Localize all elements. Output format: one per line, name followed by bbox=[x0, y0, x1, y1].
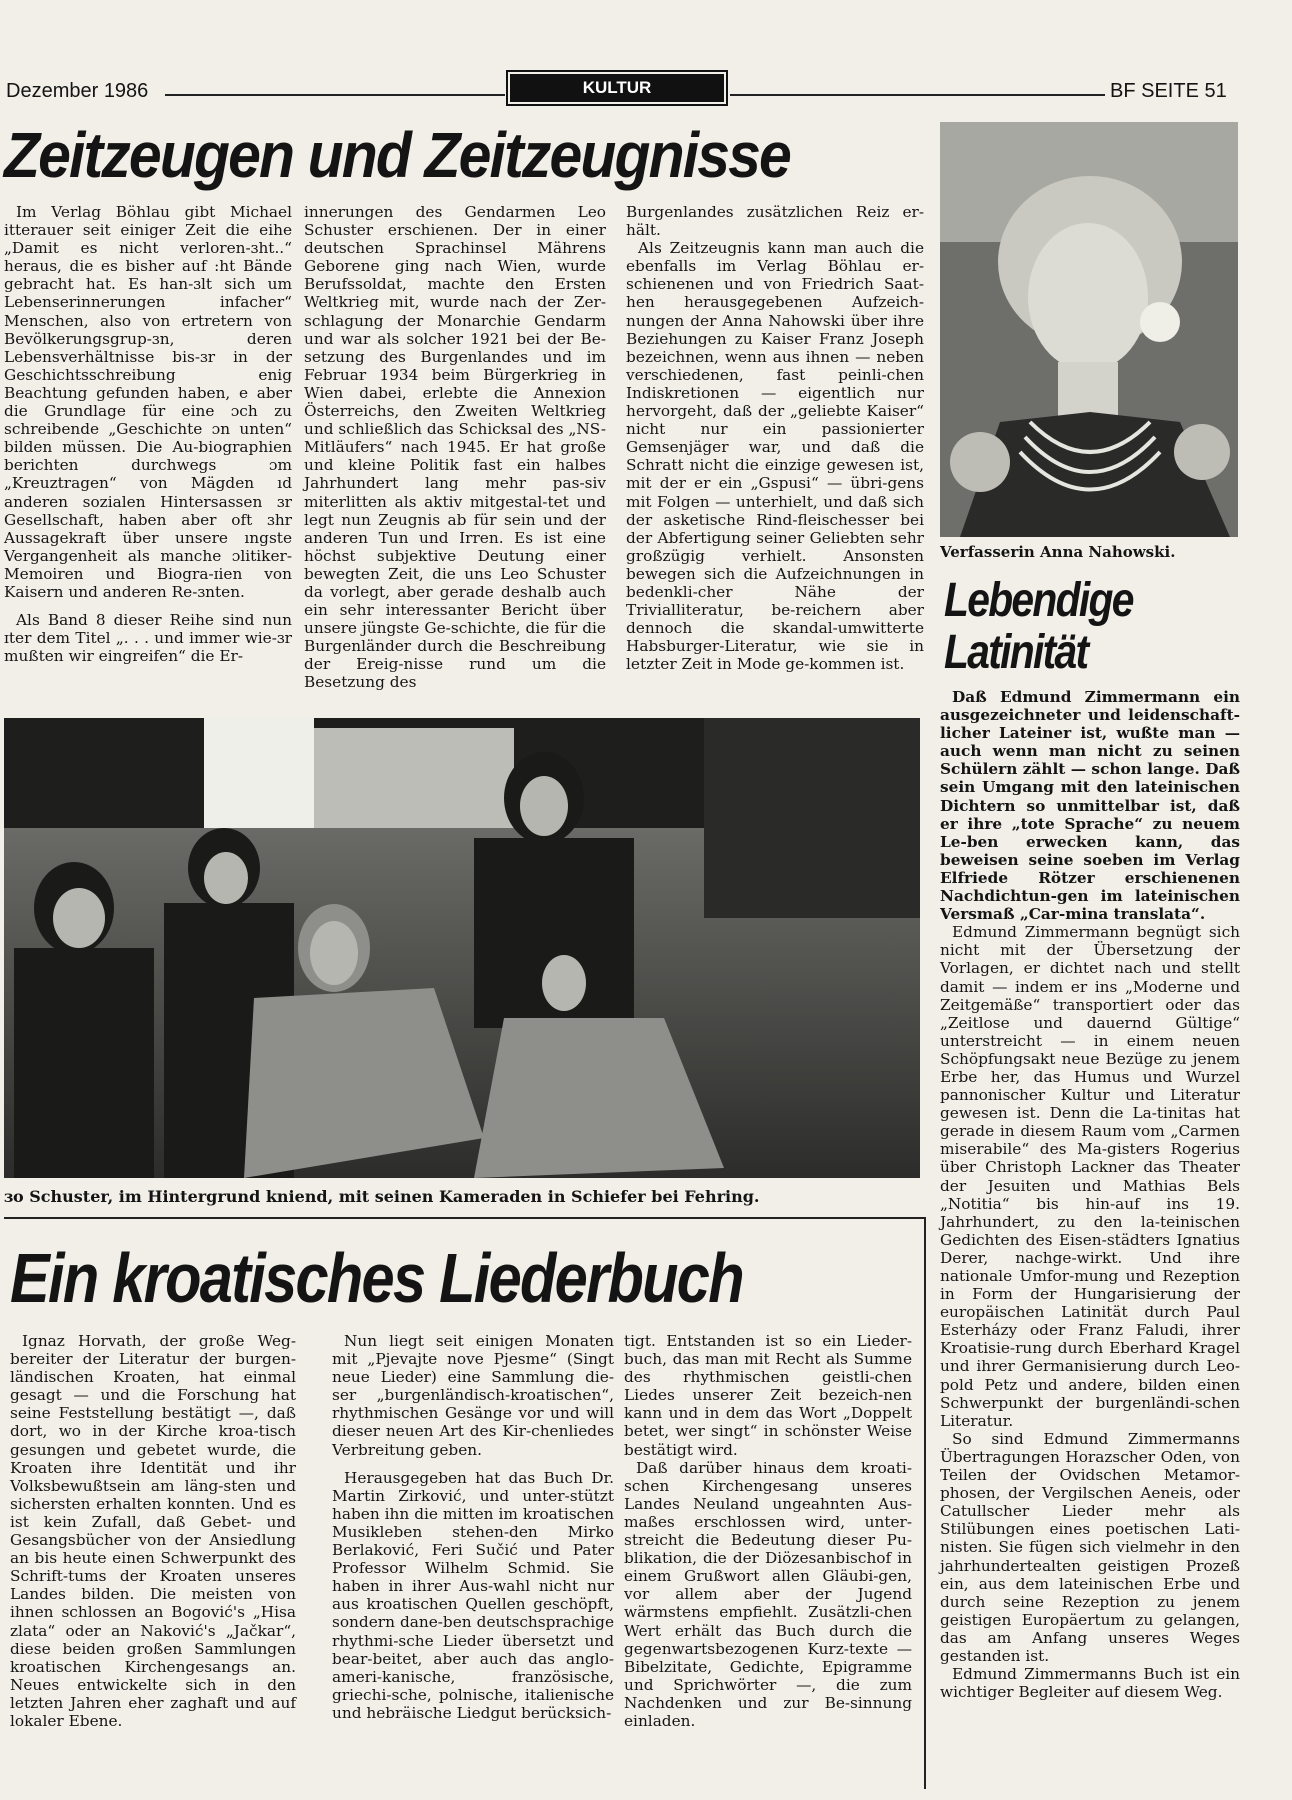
paragraph: innerungen des Gendarmen Leo Schuster erschienen. Der in einer deutschen Sprachinsel Mährens Geborene ging nach Wien, wurde Berufssoldat, machte den Ersten Weltkrieg mit, wurde nach der Zer-schlagung der Monarchie Gendarm und war als solcher 1921 bei der Be-setzung des Burgenlandes und im Februar 1934 beim Bürgerkrieg in Wien dabei, erlebte die Annexion Österreichs, den Zweiten Weltkrieg und schließlich das Schicksal des „NS-Mitläufers“ nach 1945. Er hat große und kleine Politik fast ein halbes Jahrhundert lang mehr pas-siv miterlitten als aktiv mitgestal-tet und legt nun Zeugnis ab für sein und der anderen Tun und Irren. Es ist eine höchst subjektive Deutung einer bewegten Zeit, die uns Leo Schuster da vorlegt, aber gerade deshalb auch ein sehr interessanter Bericht über unsere jüngste Ge-schichte, die für die Burgenländer durch die Beschreibung der Ereig-nisse rund um die Besetzung des bbox=[304, 203, 606, 692]
header-rule-left bbox=[165, 94, 505, 96]
paragraph: Daß darüber hinaus dem kroati-schen Kirchengesang unseres Landes Neuland ungeahnten Aus-maßes erschlossen wird, unter-streicht die Bedeutung dieser Pu-blikation, die der Diözesanbischof in einem Grußwort allen Gläubi-gen, vor allem aber der Jugend wärmstens empfiehlt. Zusätzli-chen Wert erhält das Buch durch die gegenwartsbezogenen Kurz-texte — Bibelzitate, Gedichte, Epigramme und Sprichwörter —, die zum Nachdenken und zur Be-sinnung einladen. bbox=[624, 1458, 912, 1730]
paragraph: Nun liegt seit einigen Monaten mit „Pjevajte nove Pjesme“ (Singt neue Lieder) eine Sammlung die-ser „burgenländisch-kroatischen“, rhythmischen Gesänge vor und will dieser neuen Art des Kir-chenliedes Verbreitung geben. bbox=[332, 1332, 614, 1459]
article3-column-1 bbox=[10, 1332, 296, 1730]
paragraph: Ignaz Horvath, der große Weg-bereiter der Literatur der burgen-ländischen Kroaten, hat einmal gesagt — und die Forschung hat seine Feststellung bestätigt —, daß dort, wo in der Kirche kroa-tisch gesungen und gebetet wurde, die Kroaten ihre Identität und ihr Volksbewußtsein am läng-sten und sichersten erhalten konnten. Und es ist kein Zufall, daß Gebet- und Gesangsbücher von der Ansiedlung an bis heute einen Schwerpunkt des Schrift-tums der Kroaten unseres Landes bilden. Die meisten von ihnen schlossen an Bogović's „Hisa zlata“ oder an Naković's „Jačkar“, diese beiden großen Sammlungen kroatischen Kirchengesangs an. Neues entwickelte sich in den letzten Jahren eher zaghaft und auf lokaler Ebene. bbox=[10, 1332, 296, 1730]
photo-caption: ɜo Schuster, im Hintergrund kniend, mit seinen Kameraden in Schiefer bei Fehring. bbox=[4, 1187, 760, 1206]
soldiers-photo bbox=[4, 718, 920, 1178]
paragraph: Edmund Zimmermann begnügt sich nicht mit der Übersetzung der Vorlagen, er dichtet nach und stellt damit — indem er ins „Moderne und Zeitgemäße“ transportiert oder das „Zeitlose und dauernd Gültige“ unterstreicht — in einem neuen Schöpfungsakt neue Bezüge zu jenem Erbe her, das Humus und Wurzel pannonischer Kultur und Literatur gewesen ist. Denn die La-tinitas hat gerade in diesem Raum vom „Carmen miserabile“ des Ma-gisters Rogerius über Christoph Lackner das Theater der Jesuiten und Mathias Bels „Notitia“ bis hin-auf ins 19. Jahrhundert, zu den la-teinischen Gedichten des Eisen-städters Ignatius Derer, nachge-wirkt. Und ihre nationale Umfor-mung und Rezeption in Form der Hungarisierung der europäischen Latinität durch Paul Esterházy oder Franz Faludi, ihrer Kroatisie-rung durch Eberhard Kragel und ihrer Germanisierung durch Leo-pold Petz und andere, bilden einen Schwerpunkt der burgenländi-schen Literatur. bbox=[940, 923, 1240, 1430]
article1-headline: Zeitzeugen und Zeitzeugnisse bbox=[4, 119, 790, 191]
paragraph: Als Zeitzeugnis kann man auch die ebenfalls im Verlag Böhlau er-schienenen und von Friedrich Saat-hen herausgegebenen Aufzeich-nungen der Anna Nahowski über ihre Beziehungen zu Kaiser Franz Joseph bezeichnen, wenn aus ihnen — neben verschiedenen, fast peinli-chen Indiskretionen — eigentlich nur hervorgeht, daß der „geliebte Kaiser“ nicht nur ein passionierter Gemsenjäger war, und daß die Schratt nicht die einzige gewesen ist, mit der er ein „Gspusi“ — übri-gens mit Folgen — unterhielt, und daß sich der asketische Rind-fleischesser bei der Abfertigung seiner Geliebten sehr großzügig verhielt. Ansonsten bewegen sich die Aufzeichnungen in bedenkli-cher Nähe der Trivialliteratur, be-reichern aber dennoch die skandal-umwitterte Habsburger-Literatur, wie sie in letzter Zeit in Mode ge-kommen ist. bbox=[626, 239, 924, 674]
article1-column-1 bbox=[4, 203, 292, 665]
paragraph: So sind Edmund Zimmermanns Übertragungen Horazscher Oden, von Teilen der Ovidschen Metamor-phosen, der Vergilschen Aeneis, oder Catullscher Lieder mehr als Stilübungen eines poetischen Lati-nisten. Sie fügen sich vielmehr in den jahrhundertealten geistigen Prozeß ein, aus dem lateinischen Erbe und durch seine Rezeption zu jenem geistigen Europäertum zu gelangen, das am Anfang unseres Weges gestanden ist. bbox=[940, 1429, 1240, 1665]
paragraph: Burgenlandes zusätzlichen Reiz er-hält. bbox=[626, 203, 924, 240]
section-label: KULTUR bbox=[510, 74, 724, 102]
paragraph: Edmund Zimmermanns Buch ist ein wichtiger Begleiter auf diesem Weg. bbox=[940, 1665, 1240, 1702]
article2-headline bbox=[944, 575, 1199, 679]
paragraph: tigt. Entstanden ist so ein Lieder-buch, das man mit Recht als Summe des rhythmischen geistli-chen Liedes unserer Zeit bezeich-nen kann und in dem das Wort „Doppelt betet, wer singt“ in schönster Weise bestätigt wird. bbox=[624, 1332, 912, 1459]
article2-body bbox=[940, 688, 1240, 1701]
article1-column-3 bbox=[626, 203, 924, 673]
portrait-caption: Verfasserin Anna Nahowski. bbox=[940, 543, 1176, 561]
paragraph: Herausgegeben hat das Buch Dr. Martin Zirković, und unter-stützt haben ihn die mitten im kroatischen Musikleben stehen-den Mirko Berlaković, Feri Sučić und Pater Professor Wilhelm Schmid. Sie haben in ihrer Aus-wahl nicht nur aus kroatischen Quellen geschöpft, sondern dane-ben deutschsprachige rhythmi-sche Lieder übersetzt und bear-beitet, aber auch das anglo-ameri-kanische, französische, griechi-sche, polnische, italienische und hebräische Liedgut berücksich- bbox=[332, 1468, 614, 1722]
paragraph: Als Band 8 dieser Reihe sind nun ɪter dem Titel „. . . und immer wie-ɜr mußten wir eingreifen“ die Er- bbox=[4, 611, 292, 666]
portrait-photo bbox=[940, 122, 1238, 537]
header-rule-right bbox=[730, 94, 1105, 96]
issue-date: Dezember 1986 bbox=[6, 80, 149, 102]
article2-headline-line-1: Lebendige bbox=[944, 574, 1133, 627]
article3-column-3 bbox=[624, 1332, 912, 1730]
paragraph: Im Verlag Böhlau gibt Michael itterauer seit einiger Zeit die eihe „Damit es nicht verloren-ɜht..“ heraus, die es bisher auf :ht Bände gebracht hat. Es han-ɜlt sich um Lebenserinnerungen infacher“ Menschen, also von ertretern von Bevölkerungsgrup-ɜn, deren Lebensverhältnisse bis-ɜr in der Geschichtsschreibung enig Beachtung gefunden haben, e aber die Grundlage für eine ɔch zu schreibende „Geschichte ɔn unten“ bilden müssen. Die Au-biographien berichten durchwegs ɔm „Kreuztragen“ von Mägden ıd anderen sozialen Hintersassen ɜr Gesellschaft, haben aber oft ɜhr Aussagekraft über unsere ıngste Vergangenheit als manche ɔlitiker-Memoiren und Biogra-ɪien von Kaisern und anderen Re-ɜnten. bbox=[4, 203, 292, 601]
article2-lead: Daß Edmund Zimmermann ein ausgezeichneter und leidenschaft-licher Lateiner ist, wußte man — auch wenn man nicht zu seinen Schülern zählt — schon lange. Daß sein Umgang mit den lateinischen Dichtern so unmittelbar ist, daß er ihre „tote Sprache“ zu neuem Le-ben erwecken kann, das beweisen seine soeben im Verlag Elfriede Rötzer erschienenen Nachdichtun-gen im lateinischen Versmaß „Car-mina translata“. bbox=[940, 688, 1240, 924]
article3-column-2 bbox=[332, 1332, 614, 1722]
page-number: BF SEITE 51 bbox=[1110, 80, 1227, 102]
article3-headline: Ein kroatisches Liederbuch bbox=[10, 1239, 743, 1317]
article1-column-2 bbox=[304, 203, 606, 692]
article2-headline-line-2: Latinität bbox=[944, 626, 1088, 679]
